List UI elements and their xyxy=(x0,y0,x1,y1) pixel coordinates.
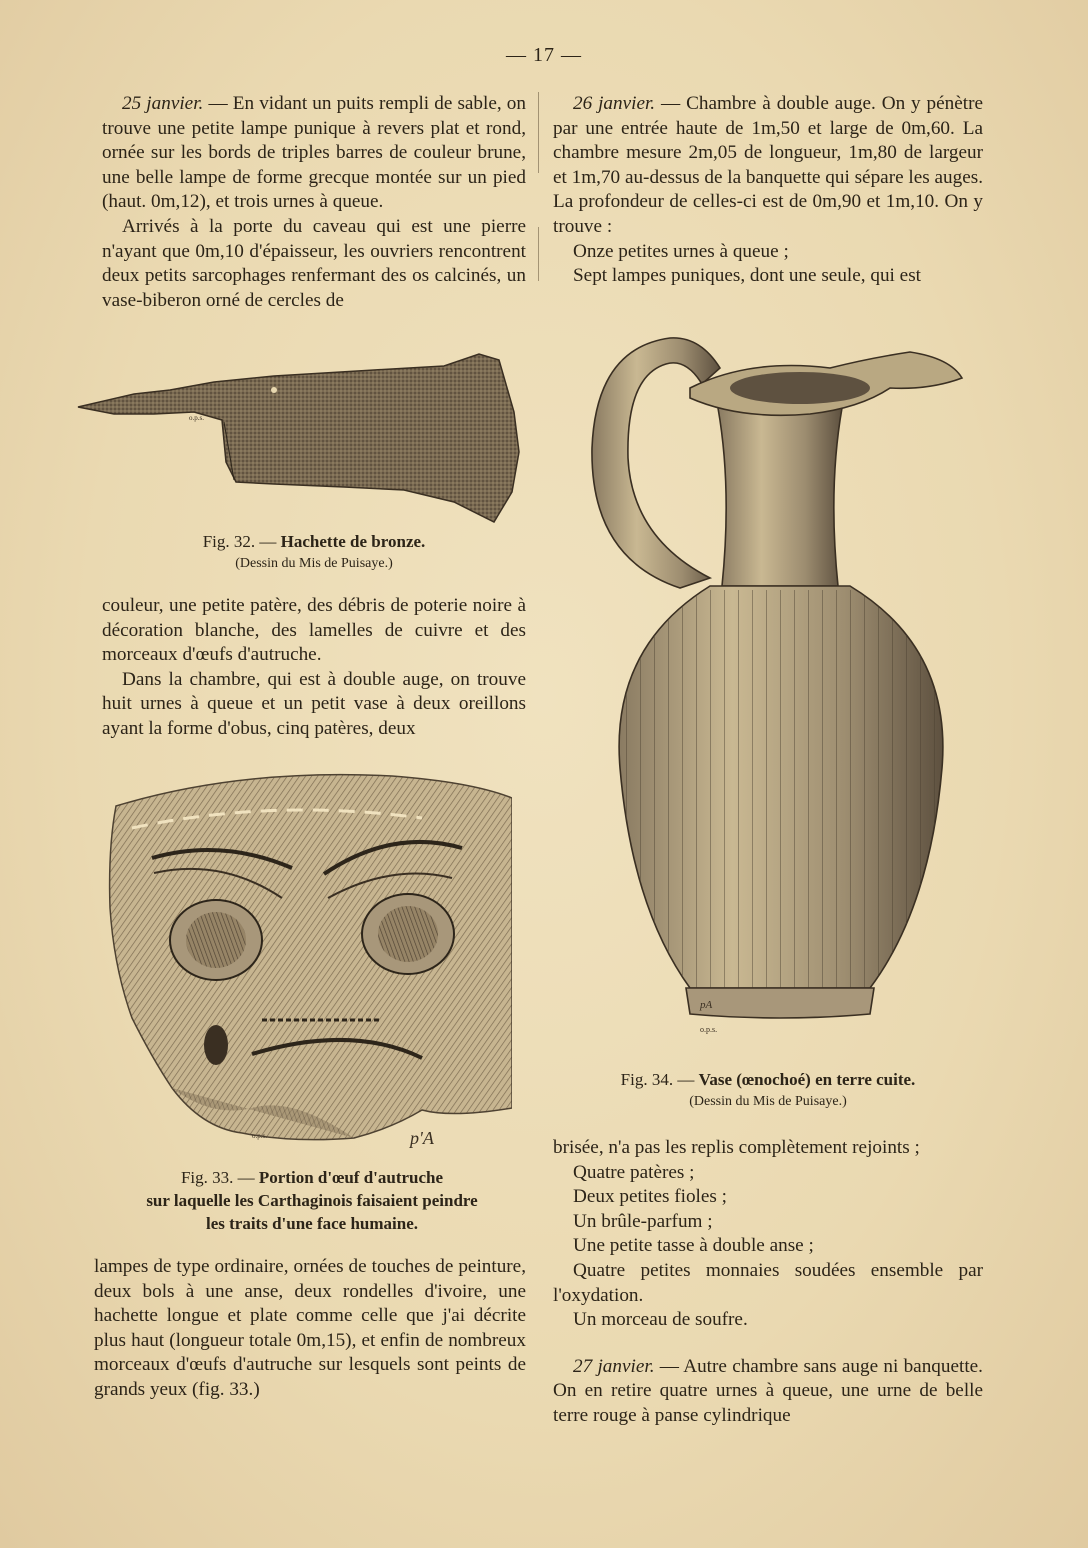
right-column-bottom xyxy=(553,1136,983,1429)
left-column-bottom xyxy=(94,1255,526,1403)
fig34-credit: (Dessin du Mis de Puisaye.) xyxy=(689,1094,847,1109)
left-column-top xyxy=(102,92,526,313)
paragraph-couleur: couleur, une petite patère, des débris de poterie noire à décoration blanche, des lamelles de cuivre et des morceaux d'œufs d'autruche. xyxy=(102,595,526,666)
fig33-name-line3: les traits d'une face humaine. xyxy=(205,1214,419,1233)
column-divider xyxy=(538,92,539,1442)
list-item: Deux petites fioles ; xyxy=(573,1186,727,1208)
fig33-title-line2 xyxy=(92,1189,532,1212)
svg-text:o.p.s.: o.p.s. xyxy=(189,414,204,422)
fig32-title xyxy=(102,530,526,553)
left-column-middle xyxy=(102,594,526,742)
fig34-name: Vase (œnochoé) en terre cuite. xyxy=(698,1070,916,1089)
svg-text:o.p.s.: o.p.s. xyxy=(700,1025,718,1034)
fig34-title xyxy=(553,1068,983,1091)
fig33-name-line1: Portion d'œuf d'autruche xyxy=(258,1168,444,1187)
fig32-caption xyxy=(102,530,526,575)
paragraph-text: — Chambre à double auge. On y pénètre par une entrée haute de 1m,50 et large de 0m,60. La chambre mesure 2m,05 de longueur, 1m,80 de largeur et 1m,70 au-dessus de la banquette qui sépare les auges. La profondeur de celles-ci est de 0m,90 et 1m,10. On y trouve : xyxy=(553,93,983,237)
fig32-name: Hachette de bronze. xyxy=(280,532,426,551)
fig33-name-line2: sur laquelle les Carthaginois faisaient peindre xyxy=(146,1191,478,1210)
bronze-axe-illustration xyxy=(74,352,534,527)
paragraph-25-janvier xyxy=(102,92,526,215)
paragraph-text: — En vidant un puits rempli de sable, on trouve une petite lampe punique à revers plat et rond, ornée sur les bords de triples barres de couleur brune, une belle lampe de forme grecque montée sur un pied (haut. 0m,12), et trois urnes à queue. xyxy=(102,93,526,213)
fig32-credit: (Dessin du Mis de Puisaye.) xyxy=(235,556,393,571)
svg-text:p'A: p'A xyxy=(410,1128,434,1148)
paragraph-caveau: Arrivés à la porte du caveau qui est une pierre n'ayant que 0m,10 d'épaisseur, les ouvriers rencontrent deux petits sarcophages renfermant des os calcinés, un vase-biberon orné de cercles de xyxy=(102,215,526,311)
list-item: Quatre patères ; xyxy=(573,1161,695,1183)
date-label: 27 janvier. xyxy=(573,1355,655,1377)
list-item: Une petite tasse à double anse ; xyxy=(573,1235,814,1257)
list-item: Un brûle-parfum ; xyxy=(573,1210,713,1232)
paragraph-26-janvier xyxy=(553,92,983,240)
oinochoe-vase-illustration xyxy=(570,328,990,1058)
fig33-title-line1 xyxy=(92,1166,532,1189)
fig33-caption xyxy=(92,1166,532,1235)
fig34-number: Fig. 34. — xyxy=(620,1070,699,1089)
fig33-title-line3 xyxy=(92,1212,532,1235)
list-item: Un morceau de soufre. xyxy=(573,1309,748,1331)
date-label: 26 janvier. xyxy=(573,93,656,114)
paragraph-text: — Autre chambre sans auge ni banquette. On en retire quatre urnes à queue, une urne de belle terre rouge à panse cylindrique xyxy=(553,1355,983,1426)
right-column-top xyxy=(553,92,983,289)
svg-text:pA: pA xyxy=(700,999,713,1011)
fig33-number: Fig. 33. — xyxy=(180,1168,259,1187)
list-item: Sept lampes puniques, dont une seule, qui est xyxy=(573,265,921,287)
svg-text:o.p.s.: o.p.s. xyxy=(252,1132,267,1140)
list-item: Onze petites urnes à queue ; xyxy=(573,240,789,262)
fig32-number: Fig. 32. — xyxy=(202,532,281,551)
paragraph-chambre: Dans la chambre, qui est à double auge, on trouve huit urnes à queue et un petit vase à deux oreillons ayant la forme d'obus, cinq patères, deux xyxy=(102,668,526,739)
paragraph-27-janvier xyxy=(553,1355,983,1429)
list-item: Quatre petites monnaies soudées ensemble par l'oxydation. xyxy=(553,1259,983,1306)
date-label: 25 janvier. xyxy=(122,93,204,114)
paragraph-brisee: brisée, n'a pas les replis complètement rejoints ; xyxy=(553,1137,920,1158)
paragraph-lampes: lampes de type ordinaire, ornées de touches de peinture, deux bols à une anse, deux rondelles d'ivoire, une hachette longue et plate comme celle que j'ai décrite plus haut (longueur totale 0m,15), et enfin de nombreux morceaux d'œufs d'autruche sur lesquels sont peints de grands yeux (fig. 33.) xyxy=(94,1256,526,1400)
ostrich-egg-face-illustration xyxy=(92,758,512,1158)
fig34-caption xyxy=(553,1068,983,1113)
page-number: — 17 — xyxy=(506,44,582,66)
